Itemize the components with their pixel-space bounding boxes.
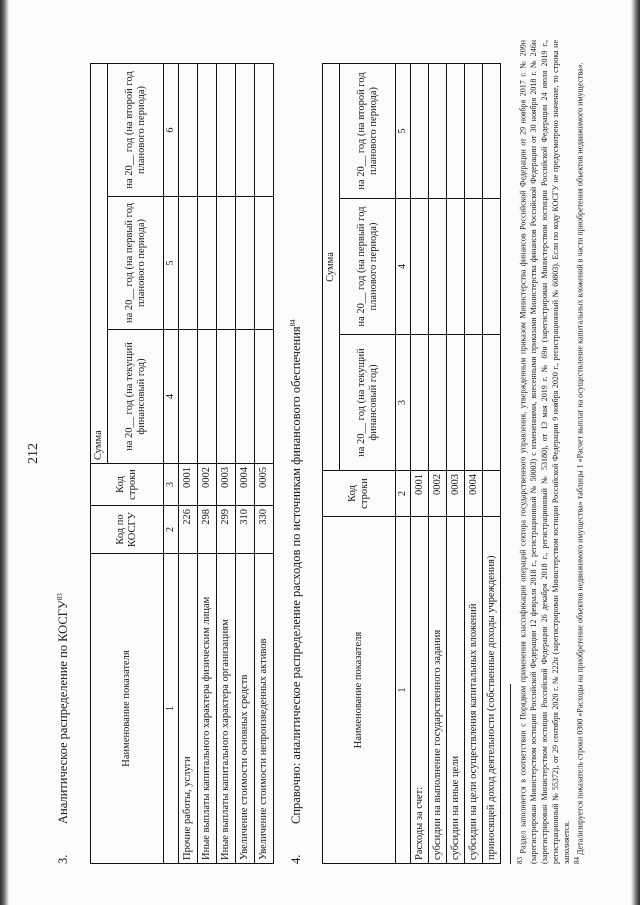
row-code: 0001 bbox=[179, 464, 198, 506]
cell-empty bbox=[483, 335, 501, 471]
table-row bbox=[483, 63, 501, 863]
kosgu-table bbox=[90, 63, 274, 864]
footnotes bbox=[516, 40, 586, 864]
header-name: Наименование показателя bbox=[91, 554, 164, 864]
table-row bbox=[465, 63, 483, 863]
section-3-heading bbox=[56, 593, 71, 864]
section-4-title: Справочно: аналитическое распределение расходов по источникам финансового обеспечения bbox=[289, 326, 304, 824]
table-row bbox=[179, 63, 198, 863]
table-row bbox=[236, 63, 255, 863]
row-code: 0004 bbox=[236, 464, 255, 506]
header-year-3: на 20__ год (на второй год планового периода) bbox=[340, 63, 396, 198]
footnote-84 bbox=[573, 40, 586, 864]
section-4-footnote-ref: 84 bbox=[289, 319, 297, 327]
header-year-2: на 20__ год (на первый год планового периода) bbox=[108, 197, 164, 330]
table-row bbox=[255, 63, 274, 863]
row-code: 0003 bbox=[217, 464, 236, 506]
row-name: Иные выплаты капитального характера физическим лицам bbox=[198, 554, 217, 864]
row-name: субсидии на выполнение государственного задания bbox=[429, 517, 447, 864]
cell-empty bbox=[255, 63, 274, 196]
footnote-text: Раздел заполняется в соответствии с Порядком применения классификации операций сектора государственного управления, утвержденным приказом Министерства финансов Российской Федерации от 29 ноября 2017 г. № 209н (зарегистрирован Министерством юстиции Российской Федерации 12 февраля 2018 г., регистрационный № 50003) с изменениями, внесенными приказами Министерства финансов Российской Федерации от 30 ноября 2018 г. № 246н (зарегистрирован Министерством юстиции Российской Федерации 26 декабря 2018 г., регистрационный № 53180), от 13 мая 2019 г. № 69н (зарегистрирован Министерством юстиции Российской Федерации 24 июля 2019 г., регистрационный № 55372), от 29 сентября 2020 г. № 222н (зарегистрирован Министерством юстиции Российской Федерации 9 ноября 2020 г., регистрационный № 60803). Если по коду КОСГУ не предусмотрено значение, то строка не заполняется. bbox=[518, 39, 571, 864]
row-kosgu: 298 bbox=[198, 506, 217, 554]
cell-empty bbox=[179, 330, 198, 464]
header-kosgu: Код по КОСГУ bbox=[91, 506, 164, 554]
row-kosgu: 226 bbox=[179, 506, 198, 554]
cell-empty bbox=[236, 63, 255, 196]
cell-empty bbox=[411, 63, 429, 198]
cell-empty bbox=[236, 197, 255, 330]
footnote-ref: 83 bbox=[516, 857, 524, 864]
footnote-83 bbox=[516, 40, 573, 864]
cell-empty bbox=[179, 197, 198, 330]
cell-empty bbox=[447, 199, 465, 335]
header-code: Код строки bbox=[323, 471, 396, 517]
row-name: Расходы за счет: bbox=[411, 517, 429, 864]
cell-empty bbox=[429, 63, 447, 198]
section-4-number: 4. bbox=[289, 854, 304, 864]
footnote-separator bbox=[510, 684, 511, 864]
cell-empty bbox=[198, 197, 217, 330]
row-name: Увеличение стоимости непроизведенных активов bbox=[255, 554, 274, 864]
cell-empty bbox=[447, 335, 465, 471]
cell-empty bbox=[217, 197, 236, 330]
header-name: Наименование показателя bbox=[323, 517, 396, 864]
section-3-number: 3. bbox=[56, 854, 71, 864]
header-year-2: на 20__ год (на первый год планового периода) bbox=[340, 199, 396, 335]
cell-empty bbox=[255, 197, 274, 330]
cell-empty bbox=[483, 63, 501, 198]
cell-empty bbox=[198, 63, 217, 196]
cell-empty bbox=[411, 199, 429, 335]
cell-empty bbox=[255, 330, 274, 464]
row-name: Прочие работы, услуги bbox=[179, 554, 198, 864]
cell-empty bbox=[217, 330, 236, 464]
table-row bbox=[217, 63, 236, 863]
section-3-footnote-ref: 83 bbox=[56, 593, 64, 601]
table-row bbox=[198, 63, 217, 863]
table-row bbox=[411, 63, 429, 863]
section-4-heading bbox=[289, 319, 304, 864]
cell-empty bbox=[429, 199, 447, 335]
row-code: 0002 bbox=[429, 471, 447, 517]
rotated-content bbox=[16, 24, 606, 884]
cell-empty bbox=[447, 63, 465, 198]
page-number: 212 bbox=[26, 443, 41, 464]
document-page bbox=[16, 12, 624, 893]
row-name: субсидии на цели осуществления капитальных вложений bbox=[465, 517, 483, 864]
cell-empty bbox=[465, 199, 483, 335]
row-code: 0003 bbox=[447, 471, 465, 517]
table-row bbox=[429, 63, 447, 863]
cell-empty bbox=[465, 335, 483, 471]
cell-empty bbox=[465, 63, 483, 198]
footnote-ref: 84 bbox=[572, 857, 581, 864]
column-index-row: 1 2 3 4 5 6 bbox=[164, 63, 179, 863]
row-name: Иные выплаты капитального характера организациям bbox=[217, 554, 236, 864]
footnote-text: Детализируется показатель строки 0300 «Расходы на приобретение объектов недвижимого имущества» таблицы 1 «Расчет выплат на осуществление капитальных вложений в части приобретения объектов недвижимого имущества». bbox=[575, 62, 585, 855]
cell-empty bbox=[179, 63, 198, 196]
header-sum: Сумма bbox=[91, 63, 108, 463]
row-code: 0005 bbox=[255, 464, 274, 506]
row-name: Увеличение стоимости основных средств bbox=[236, 554, 255, 864]
row-code bbox=[483, 471, 501, 517]
column-index-row: 1 2 3 4 5 bbox=[396, 63, 411, 863]
table-row bbox=[447, 63, 465, 863]
cell-empty bbox=[217, 63, 236, 196]
row-kosgu: 330 bbox=[255, 506, 274, 554]
row-code: 0002 bbox=[198, 464, 217, 506]
cell-empty bbox=[411, 335, 429, 471]
cell-empty bbox=[236, 330, 255, 464]
row-kosgu: 310 bbox=[236, 506, 255, 554]
header-sum: Сумма bbox=[323, 63, 340, 470]
row-name: приносящей доход деятельности (собственные доходы учреждения) bbox=[483, 517, 501, 864]
header-year-1: на 20__ год (на текущий финансовый год) bbox=[340, 335, 396, 471]
header-code: Код строки bbox=[91, 464, 164, 506]
header-year-3: на 20__ год (на второй год планового периода) bbox=[108, 63, 164, 196]
header-year-1: на 20__ год (на текущий финансовый год) bbox=[108, 330, 164, 464]
row-name: субсидии на иные цели bbox=[447, 517, 465, 864]
row-code: 0004 bbox=[465, 471, 483, 517]
cell-empty bbox=[429, 335, 447, 471]
row-code: 0001 bbox=[411, 471, 429, 517]
section-3-title: Аналитическое распределение по КОСГУ bbox=[56, 600, 71, 824]
cell-empty bbox=[198, 330, 217, 464]
row-kosgu: 299 bbox=[217, 506, 236, 554]
cell-empty bbox=[483, 199, 501, 335]
funding-sources-table bbox=[322, 63, 501, 864]
